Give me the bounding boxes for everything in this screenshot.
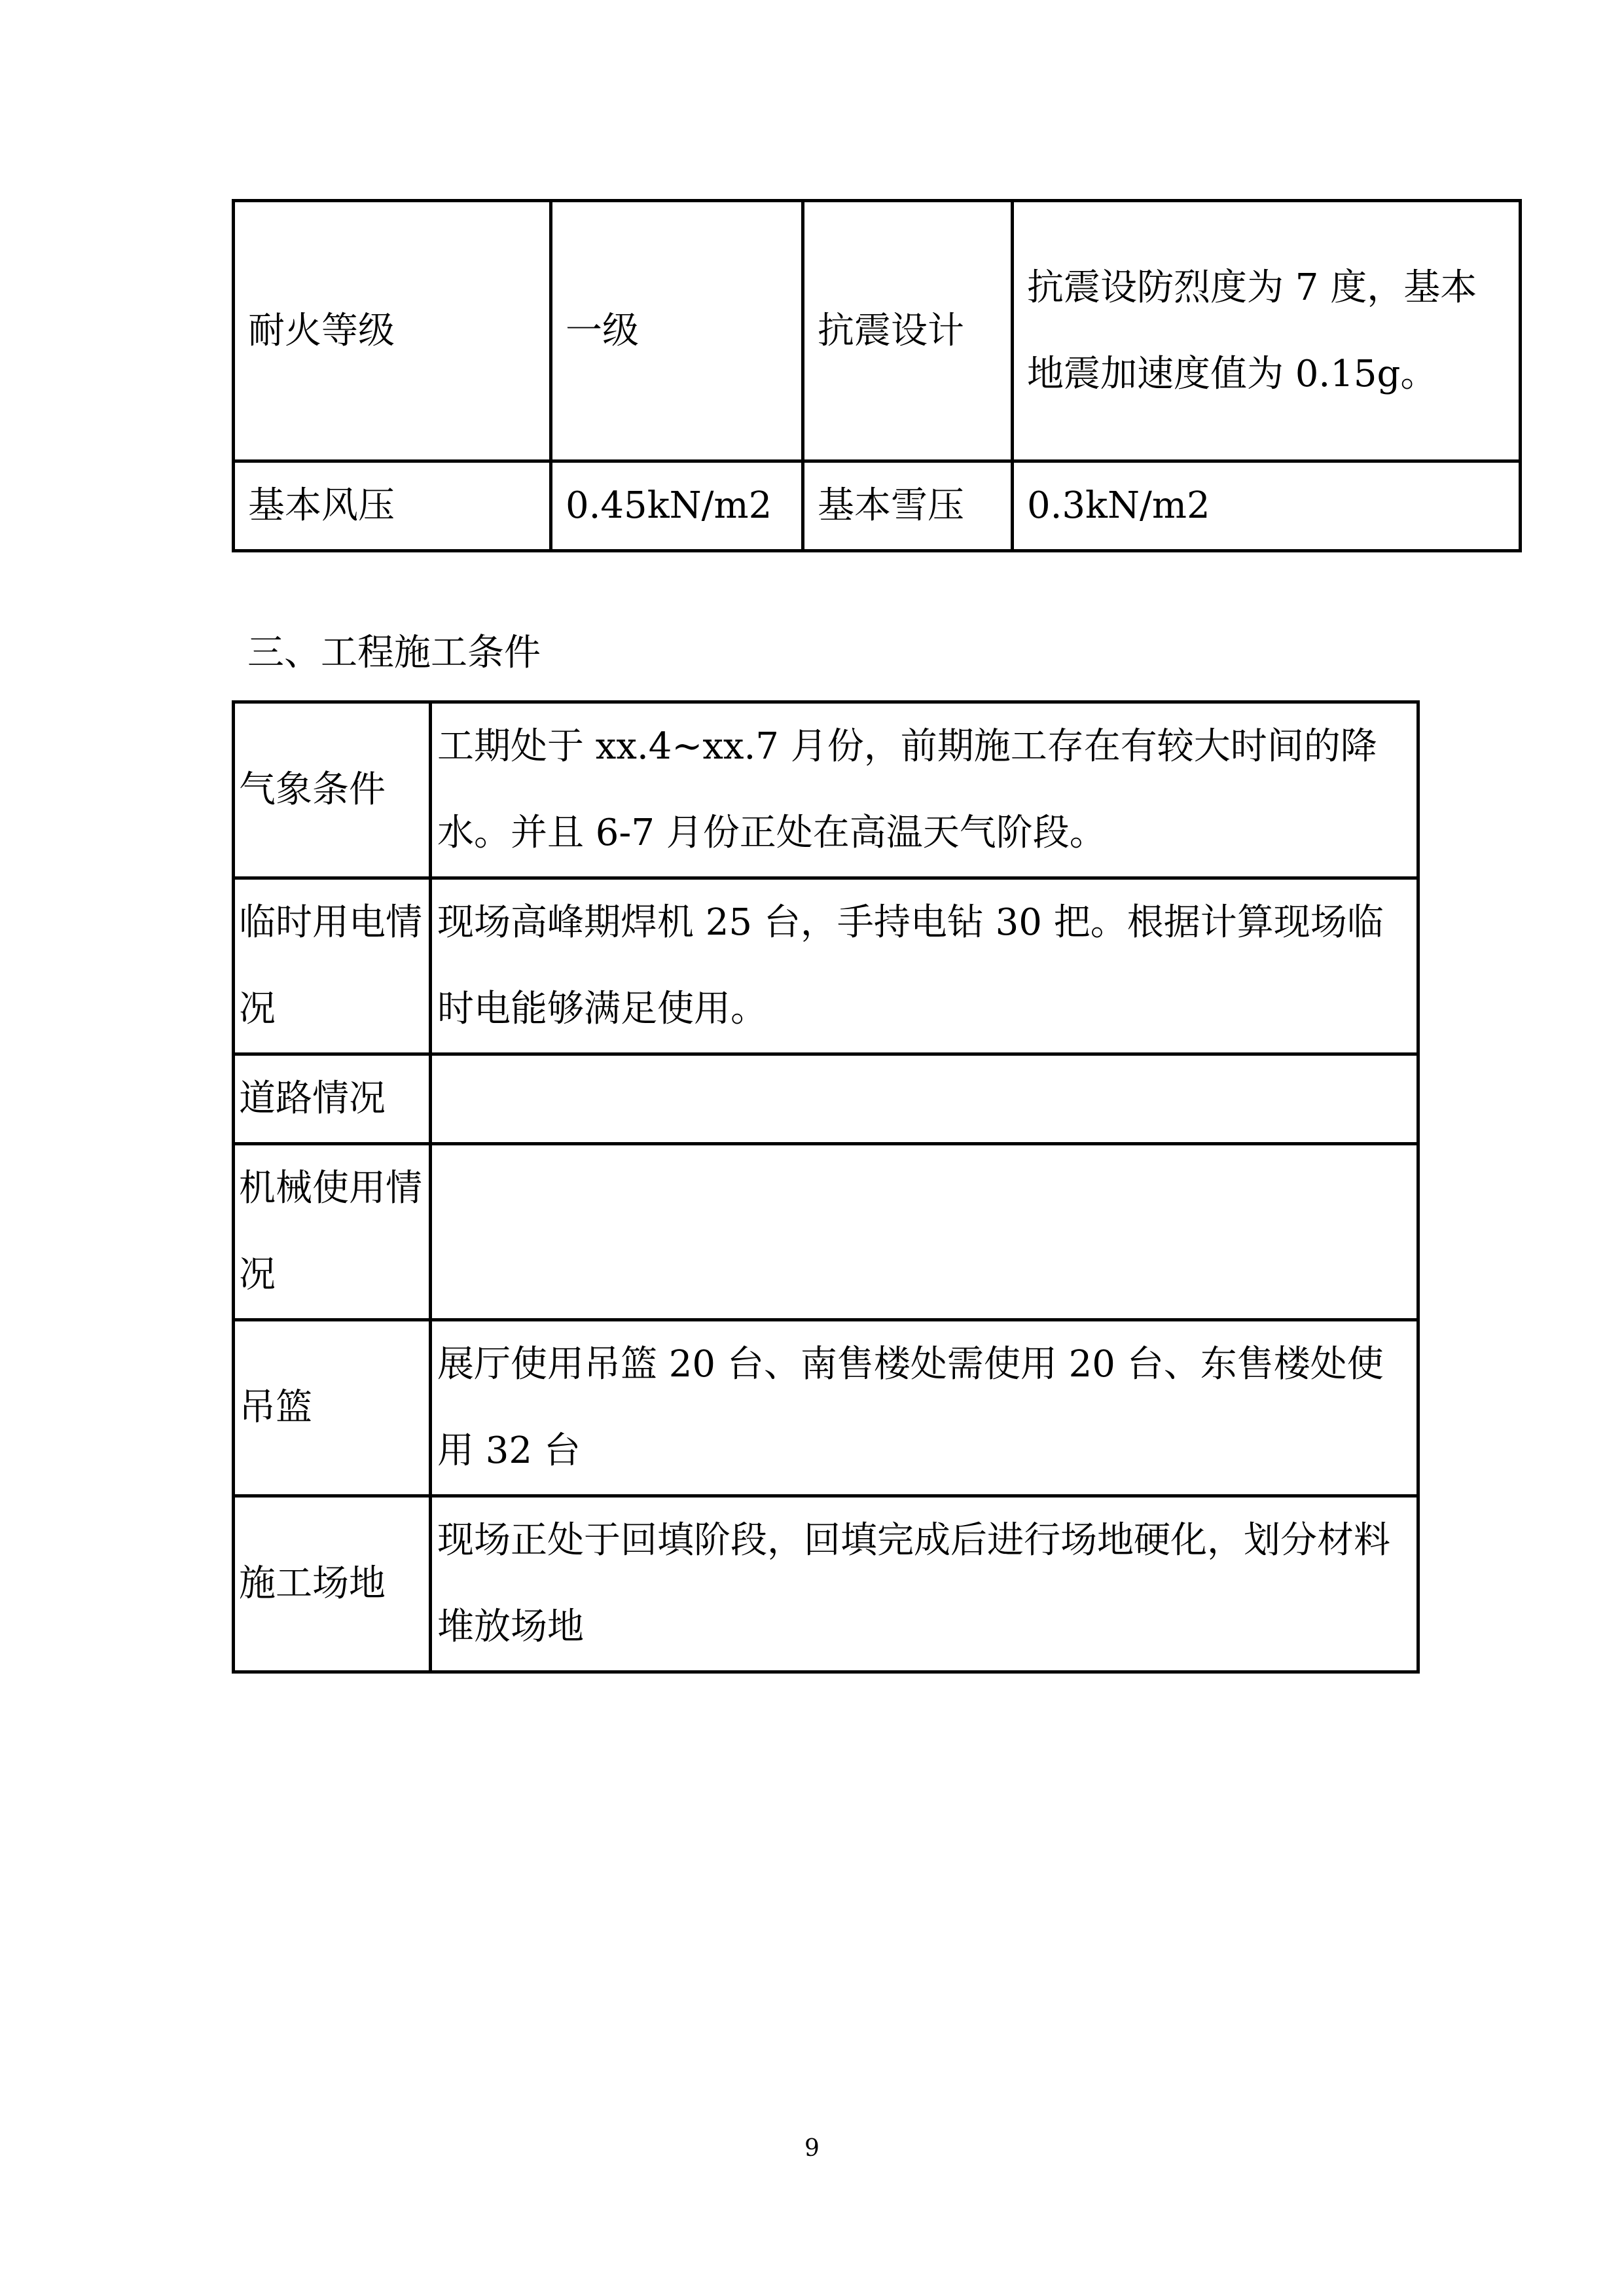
seismic-design-value: 抗震设防烈度为 7 度，基本地震加速度值为 0.15g。 <box>1013 201 1521 461</box>
wind-pressure-value: 0.45kN/m2 <box>551 461 803 551</box>
weather-conditions-value: 工期处于 xx.4~xx.7 月份，前期施工存在有较大时间的降水。并且 6-7 月份正处在高温天气阶段。 <box>431 702 1418 878</box>
road-conditions-value <box>431 1054 1418 1144</box>
road-conditions-label: 道路情况 <box>234 1054 431 1144</box>
fire-rating-label: 耐火等级 <box>234 201 551 461</box>
table-row <box>234 1144 1418 1320</box>
table-row <box>234 1054 1418 1144</box>
table-row <box>234 201 1521 461</box>
section-heading: 三、工程施工条件 <box>247 632 541 674</box>
machinery-usage-value <box>431 1144 1418 1320</box>
gondola-label: 吊篮 <box>234 1320 431 1496</box>
construction-site-value: 现场正处于回填阶段，回填完成后进行场地硬化，划分材料堆放场地 <box>431 1496 1418 1672</box>
table-row <box>234 878 1418 1054</box>
table-row <box>234 1496 1418 1672</box>
table-row <box>234 1320 1418 1496</box>
construction-site-label: 施工场地 <box>234 1496 431 1672</box>
gondola-value: 展厅使用吊篮 20 台、南售楼处需使用 20 台、东售楼处使用 32 台 <box>431 1320 1418 1496</box>
table-row <box>234 461 1521 551</box>
snow-pressure-label: 基本雪压 <box>803 461 1013 551</box>
temporary-power-value: 现场高峰期焊机 25 台，手持电钻 30 把。根据计算现场临时电能够满足使用。 <box>431 878 1418 1054</box>
weather-conditions-label: 气象条件 <box>234 702 431 878</box>
construction-conditions-table <box>232 700 1420 1674</box>
machinery-usage-label: 机械使用情况 <box>234 1144 431 1320</box>
page-number: 9 <box>804 2135 820 2162</box>
fire-rating-value: 一级 <box>551 201 803 461</box>
temporary-power-label: 临时用电情况 <box>234 878 431 1054</box>
snow-pressure-value: 0.3kN/m2 <box>1013 461 1521 551</box>
seismic-design-label: 抗震设计 <box>803 201 1013 461</box>
basic-info-table <box>232 199 1522 552</box>
wind-pressure-label: 基本风压 <box>234 461 551 551</box>
table-row <box>234 702 1418 878</box>
